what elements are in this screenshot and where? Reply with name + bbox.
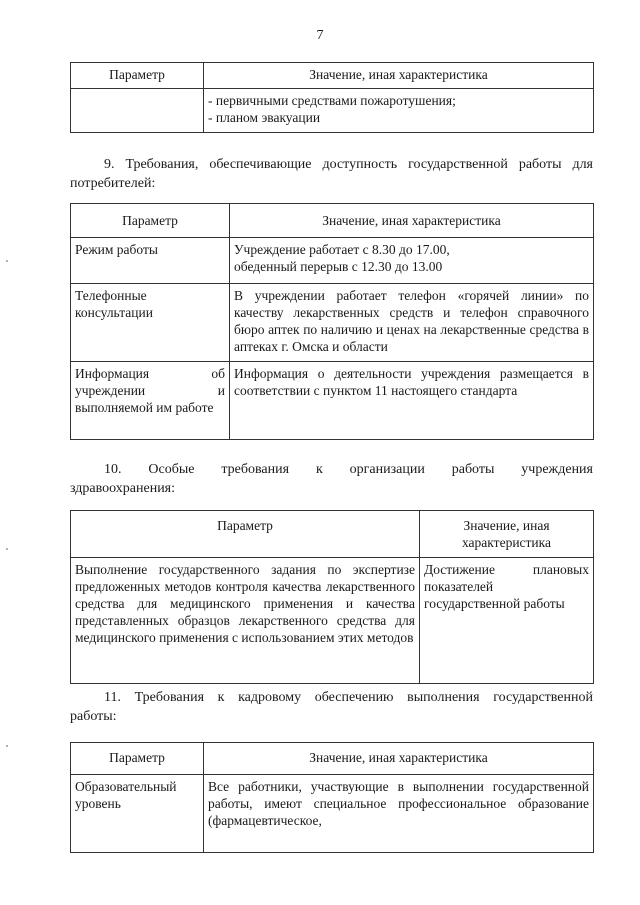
table-cell-param: Телефонные консультации bbox=[71, 284, 230, 362]
table-cell-param: Информация об учреждении и выполняемой им работе bbox=[71, 362, 230, 440]
table-cell-param: Режим работы bbox=[71, 238, 230, 284]
staffing-table bbox=[70, 742, 594, 853]
section-11-line-2: работы: bbox=[70, 709, 117, 724]
section-10-line-2: здравоохранения: bbox=[70, 481, 176, 496]
table-cell-value: Достижение плановых показателей государственной работы bbox=[420, 558, 594, 684]
table-row bbox=[71, 89, 594, 133]
table-cell-param: Выполнение государственного задания по экспертизе предложенных методов контроля качества лекарственного средства для медицинского применения и качества представленных образцов лекарственного средства для медицинского применения с использованием этих методов bbox=[71, 558, 420, 684]
column-header-value: Значение, иная характеристика bbox=[230, 204, 594, 238]
column-header-parameter: Параметр bbox=[71, 743, 204, 775]
column-header-value: Значение, иная характеристика bbox=[420, 511, 594, 558]
section-9-heading bbox=[70, 155, 593, 193]
table-cell-value: В учреждении работает телефон «горячей линии» по качеству лекарственных средств и телефон справочного бюро аптек по наличию и ценах на лекарственные средства в аптеках г. Омска и области bbox=[230, 284, 594, 362]
table-cell-param: Образовательный уровень bbox=[71, 775, 204, 853]
section-9-line-2: потребителей: bbox=[70, 176, 156, 191]
table-header-row bbox=[71, 743, 594, 775]
scan-speck bbox=[6, 745, 8, 747]
table-cell-value: Информация о деятельности учреждения размещается в соответствии с пунктом 11 настоящего стандарта bbox=[230, 362, 594, 440]
table-row bbox=[71, 558, 594, 684]
accessibility-table bbox=[70, 203, 594, 440]
list-item: - планом эвакуации bbox=[208, 110, 321, 125]
scan-speck bbox=[6, 548, 8, 550]
table-cell-param bbox=[71, 89, 204, 133]
table-header-row bbox=[71, 204, 594, 238]
section-11-line-1: 11. Требования к кадровому обеспечению выполнения государственной bbox=[104, 690, 593, 705]
table-row bbox=[71, 284, 594, 362]
section-10-line-1: 10. Особые требования к организации работы учреждения bbox=[104, 462, 593, 477]
column-header-parameter: Параметр bbox=[71, 204, 230, 238]
table-cell-value: Все работники, участвующие в выполнении государственной работы, имеют специальное профессиональное образование (фармацевтическое, bbox=[204, 775, 594, 853]
table-cell-value bbox=[204, 89, 594, 133]
section-11-heading bbox=[70, 688, 593, 726]
fire-safety-table bbox=[70, 62, 594, 133]
scan-speck bbox=[6, 260, 8, 262]
table-row bbox=[71, 775, 594, 853]
section-10-heading bbox=[70, 460, 593, 498]
table-header-row bbox=[71, 63, 594, 89]
table-header-row bbox=[71, 511, 594, 558]
table-cell-value: Учреждение работает с 8.30 до 17.00, обеденный перерыв с 12.30 до 13.00 bbox=[230, 238, 594, 284]
column-header-parameter: Параметр bbox=[71, 511, 420, 558]
list-item: - первичными средствами пожаротушения; bbox=[208, 93, 456, 108]
table-row bbox=[71, 362, 594, 440]
table-row bbox=[71, 238, 594, 284]
special-requirements-table bbox=[70, 510, 594, 684]
column-header-value: Значение, иная характеристика bbox=[204, 63, 594, 89]
section-9-line-1: 9. Требования, обеспечивающие доступность государственной работы для bbox=[104, 157, 593, 172]
column-header-value: Значение, иная характеристика bbox=[204, 743, 594, 775]
page-number: 7 bbox=[316, 28, 324, 43]
column-header-parameter: Параметр bbox=[71, 63, 204, 89]
